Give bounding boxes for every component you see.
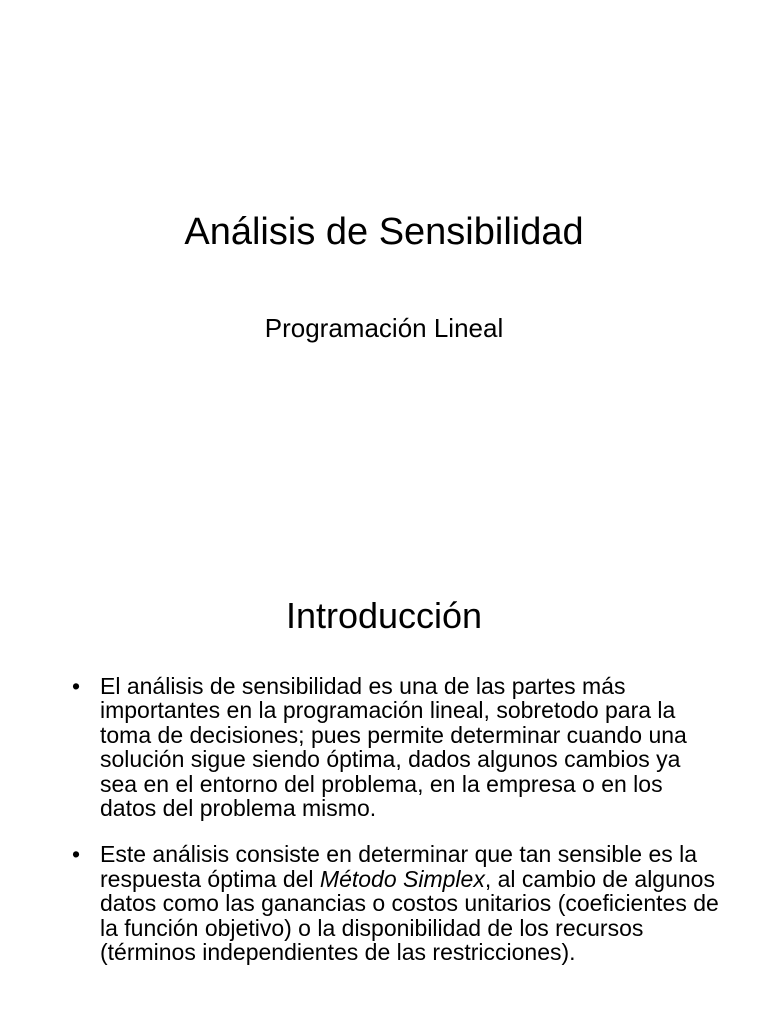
bullet-item-1 [72, 674, 722, 820]
bullet-text-2 [100, 841, 719, 965]
slide-subtitle: Programación Lineal [264, 313, 504, 343]
method-name-italic: Método Simplex [319, 865, 485, 892]
bullet-text-2-start: Este análisis consiste en determinar que tan sensible es la respuesta óptima del [100, 841, 698, 892]
bullet-item-2 [72, 842, 722, 964]
bullet-text-1: El análisis de sensibilidad es una de las partes más importantes en la programación lineal, sobretodo para la toma de decisiones; pues permite determinar cuando una solución sigue siendo óptima, dados algunos cambios ya sea en el entorno del problema, en la empresa o en los datos del problema mismo. [100, 673, 687, 822]
bullet-icon: • [72, 673, 81, 699]
bullet-icon: • [72, 841, 81, 868]
bullet-text-2-end: , al cambio de algunos datos como las ganancias o costos unitarios (coeficientes de la función objetivo) o la disponibilidad de los recursos (términos independientes de las restricciones). [100, 865, 719, 966]
slide-title: Análisis de Sensibilidad [184, 211, 584, 253]
section-heading-introduccion: Introducción [285, 595, 483, 636]
bullet-list [72, 674, 722, 986]
